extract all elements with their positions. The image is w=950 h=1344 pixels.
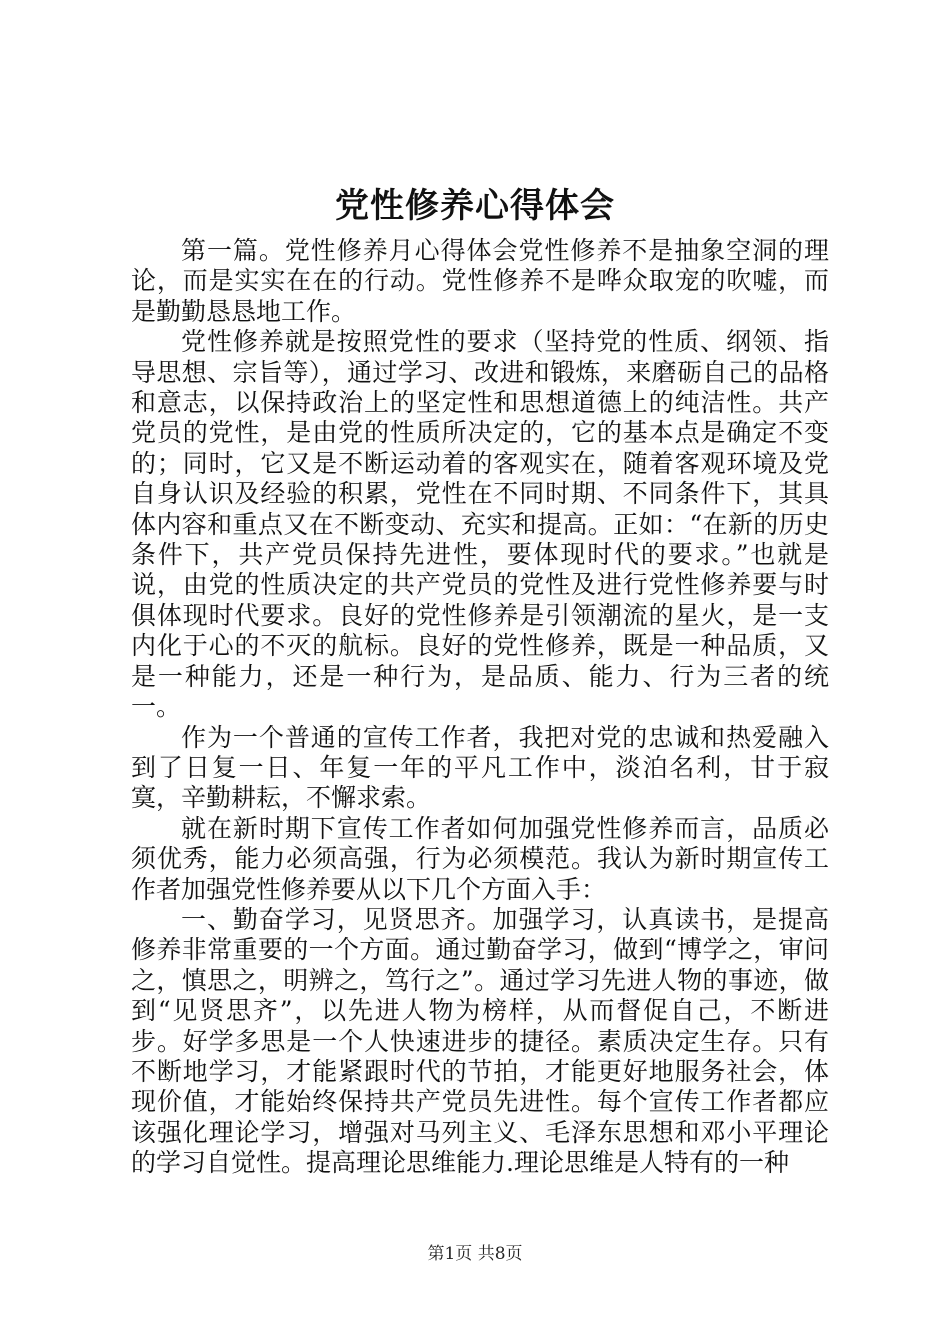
paragraph-3: 作为一个普通的宣传工作者，我把对党的忠诚和热爱融入到了日复一日、年复一年的平凡工作中，淡泊名利，甘于寂寞，辛勤耕耘，不懈求索。 — [131, 722, 829, 813]
document-body — [131, 236, 829, 1179]
paragraph-4: 就在新时期下宣传工作者如何加强党性修养而言，品质必须优秀，能力必须高强，行为必须模范。我认为新时期宣传工作者加强党性修养要从以下几个方面入手： — [131, 813, 829, 904]
page-number-footer: 第1页 共8页 — [427, 1244, 523, 1264]
document-title: 党性修养心得体会 — [335, 186, 615, 226]
paragraph-2: 党性修养就是按照党性的要求（坚持党的性质、纲领、指导思想、宗旨等），通过学习、改进和锻炼，来磨砺自己的品格和意志，以保持政治上的坚定性和思想道德上的纯洁性。共产党员的党性，是由党的性质所决定的，它的基本点是确定不变的；同时，它又是不断运动着的客观实在，随着客观环境及党自身认识及经验的积累，党性在不同时期、不同条件下，其具体内容和重点又在不断变动、充实和提高。正如：“在新的历史条件下，共产党员保持先进性，要体现时代的要求。”也就是说，由党的性质决定的共产党员的党性及进行党性修养要与时俱体现时代要求。良好的党性修养是引领潮流的星火，是一支内化于心的不灭的航标。良好的党性修养，既是一种品质，又是一种能力，还是一种行为，是品质、能力、行为三者的统一。 — [131, 327, 829, 722]
paragraph-5: 一、勤奋学习，见贤思齐。加强学习，认真读书，是提高修养非常重要的一个方面。通过勤奋学习，做到“博学之，审问之，慎思之，明辨之，笃行之”。通过学习先进人物的事迹，做到“见贤思齐”，以先进人物为榜样，从而督促自己，不断进步。好学多思是一个人快速进步的捷径。素质决定生存。只有不断地学习，才能紧跟时代的节拍，才能更好地服务社会，体现价值，才能始终保持共产党员先进性。每个宣传工作者都应该强化理论学习，增强对马列主义、毛泽东思想和邓小平理论的学习自觉性。提高理论思维能力.理论思维是人特有的一种 — [131, 904, 829, 1178]
paragraph-1: 第一篇。党性修养月心得体会党性修养不是抽象空洞的理论，而是实实在在的行动。党性修养不是哗众取宠的吹嘘，而是勤勤恳恳地工作。 — [131, 236, 829, 326]
